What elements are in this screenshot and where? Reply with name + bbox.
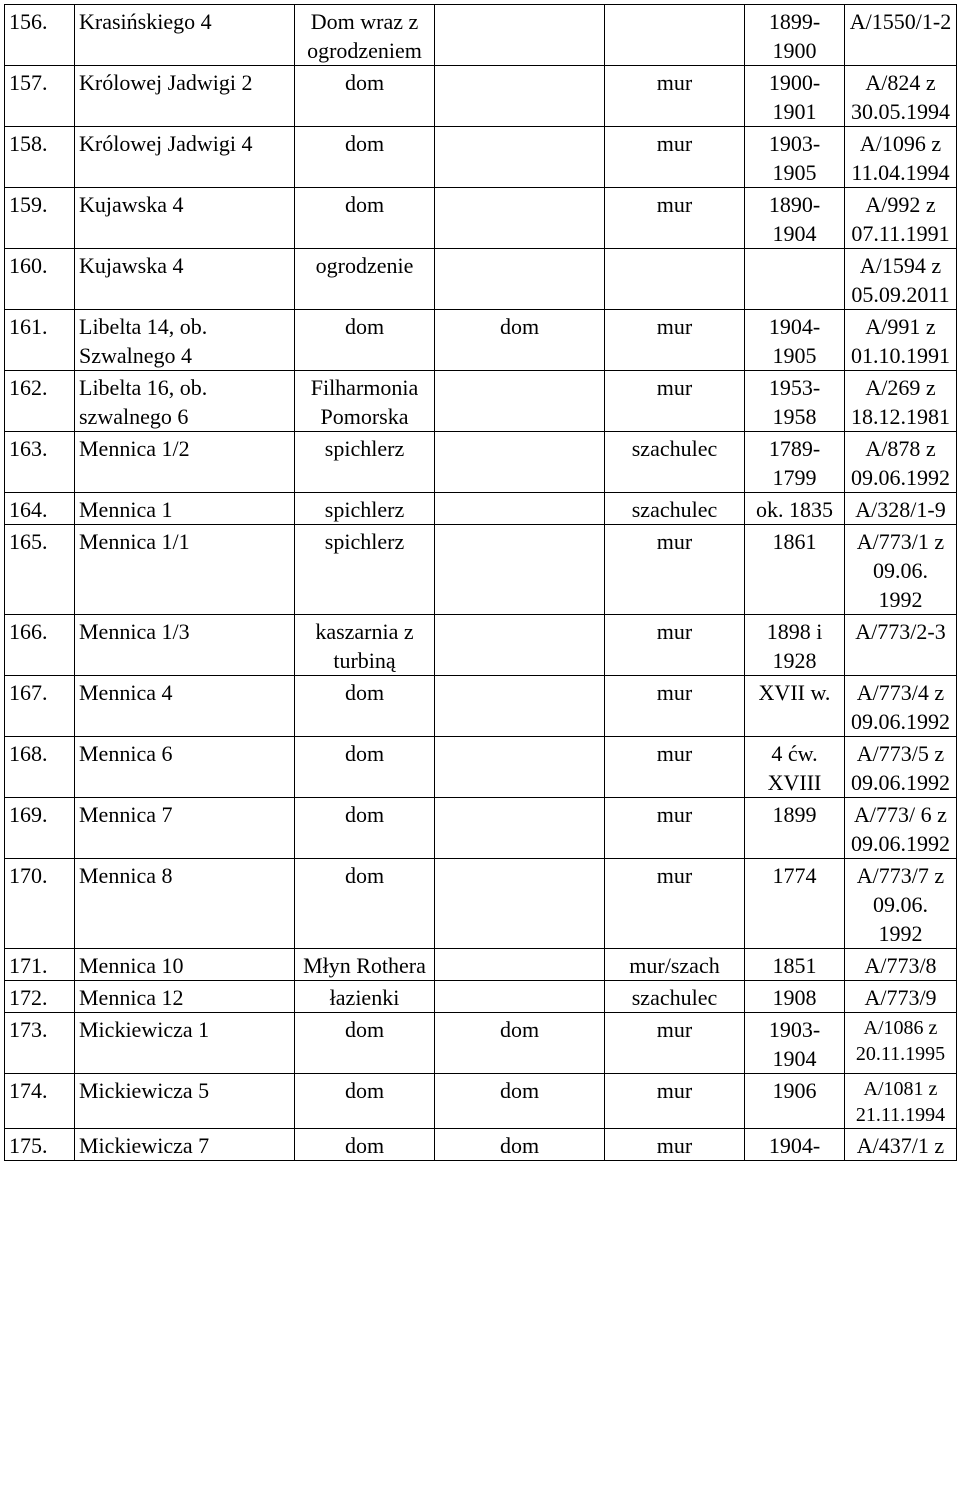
table-row <box>5 615 957 676</box>
date-cell: 1903-1904 <box>745 1013 845 1074</box>
table-row <box>5 127 957 188</box>
row-number: 164. <box>5 493 75 525</box>
register-number-cell: A/1594 z 05.09.2011 <box>845 249 957 310</box>
date-cell: 1789-1799 <box>745 432 845 493</box>
date-cell: 1774 <box>745 859 845 949</box>
date-cell: 1851 <box>745 949 845 981</box>
register-number-cell: A/437/1 z <box>845 1129 957 1161</box>
table-row <box>5 310 957 371</box>
register-number-cell: A/773/ 6 z 09.06.1992 <box>845 798 957 859</box>
register-number-cell: A/773/4 z 09.06.1992 <box>845 676 957 737</box>
function-cell: dom <box>435 1074 605 1129</box>
object-cell: spichlerz <box>295 432 435 493</box>
function-cell: dom <box>435 1129 605 1161</box>
function-cell: dom <box>435 310 605 371</box>
function-cell <box>435 371 605 432</box>
row-number: 163. <box>5 432 75 493</box>
object-cell: łazienki <box>295 981 435 1013</box>
material-cell: mur <box>605 188 745 249</box>
address-cell: Mickiewicza 1 <box>75 1013 295 1074</box>
object-cell: dom <box>295 859 435 949</box>
material-cell: mur <box>605 676 745 737</box>
register-number-cell: A/824 z 30.05.1994 <box>845 66 957 127</box>
function-cell <box>435 615 605 676</box>
register-number-cell: A/773/5 z 09.06.1992 <box>845 737 957 798</box>
address-cell: Mickiewicza 7 <box>75 1129 295 1161</box>
object-cell: dom <box>295 310 435 371</box>
register-number-cell: A/1550/1-2 <box>845 5 957 66</box>
function-cell <box>435 859 605 949</box>
material-cell <box>605 249 745 310</box>
material-cell: mur <box>605 1013 745 1074</box>
function-cell <box>435 493 605 525</box>
table-row <box>5 1013 957 1074</box>
table-row <box>5 188 957 249</box>
table-row <box>5 798 957 859</box>
table-row <box>5 493 957 525</box>
function-cell <box>435 249 605 310</box>
date-cell: 1908 <box>745 981 845 1013</box>
function-cell <box>435 5 605 66</box>
register-number-cell: A/992 z 07.11.1991 <box>845 188 957 249</box>
function-cell <box>435 127 605 188</box>
material-cell: mur <box>605 66 745 127</box>
date-cell: 4 ćw. XVIII <box>745 737 845 798</box>
object-cell: dom <box>295 1074 435 1129</box>
material-cell: mur <box>605 525 745 615</box>
function-cell <box>435 432 605 493</box>
function-cell: dom <box>435 1013 605 1074</box>
material-cell: szachulec <box>605 981 745 1013</box>
register-number-cell: A/773/9 <box>845 981 957 1013</box>
address-cell: Libelta 16, ob. szwalnego 6 <box>75 371 295 432</box>
row-number: 169. <box>5 798 75 859</box>
date-cell: 1899 <box>745 798 845 859</box>
function-cell <box>435 949 605 981</box>
material-cell <box>605 5 745 66</box>
address-cell: Mennica 7 <box>75 798 295 859</box>
address-cell: Mennica 1/2 <box>75 432 295 493</box>
date-cell: 1898 i 1928 <box>745 615 845 676</box>
address-cell: Mennica 1/3 <box>75 615 295 676</box>
function-cell <box>435 525 605 615</box>
material-cell: mur <box>605 1129 745 1161</box>
table-row <box>5 859 957 949</box>
table-row <box>5 66 957 127</box>
row-number: 172. <box>5 981 75 1013</box>
object-cell: dom <box>295 127 435 188</box>
date-cell: XVII w. <box>745 676 845 737</box>
table-row <box>5 5 957 66</box>
address-cell: Mennica 1/1 <box>75 525 295 615</box>
date-cell: 1906 <box>745 1074 845 1129</box>
material-cell: mur <box>605 371 745 432</box>
date-cell: 1904-1905 <box>745 310 845 371</box>
object-cell: spichlerz <box>295 525 435 615</box>
table-row <box>5 371 957 432</box>
material-cell: mur <box>605 615 745 676</box>
address-cell: Mennica 1 <box>75 493 295 525</box>
address-cell: Kujawska 4 <box>75 188 295 249</box>
material-cell: mur <box>605 127 745 188</box>
object-cell: Filharmonia Pomorska <box>295 371 435 432</box>
register-number-cell: A/1096 z 11.04.1994 <box>845 127 957 188</box>
row-number: 159. <box>5 188 75 249</box>
object-cell: dom <box>295 1129 435 1161</box>
register-number-cell: A/773/8 <box>845 949 957 981</box>
function-cell <box>435 737 605 798</box>
row-number: 161. <box>5 310 75 371</box>
table-row <box>5 737 957 798</box>
material-cell: mur <box>605 1074 745 1129</box>
material-cell: szachulec <box>605 493 745 525</box>
function-cell <box>435 981 605 1013</box>
object-cell: ogrodzenie <box>295 249 435 310</box>
table-row <box>5 1129 957 1161</box>
date-cell: 1899-1900 <box>745 5 845 66</box>
material-cell: mur <box>605 737 745 798</box>
object-cell: Młyn Rothera <box>295 949 435 981</box>
row-number: 168. <box>5 737 75 798</box>
register-number-cell: A/328/1-9 <box>845 493 957 525</box>
row-number: 167. <box>5 676 75 737</box>
object-cell: spichlerz <box>295 493 435 525</box>
register-rows <box>5 5 957 1161</box>
row-number: 175. <box>5 1129 75 1161</box>
date-cell: 1900-1901 <box>745 66 845 127</box>
object-cell: dom <box>295 798 435 859</box>
object-cell: dom <box>295 737 435 798</box>
date-cell: ok. 1835 <box>745 493 845 525</box>
address-cell: Królowej Jadwigi 2 <box>75 66 295 127</box>
table-row <box>5 525 957 615</box>
table-row <box>5 981 957 1013</box>
function-cell <box>435 188 605 249</box>
object-cell: dom <box>295 676 435 737</box>
address-cell: Kujawska 4 <box>75 249 295 310</box>
address-cell: Królowej Jadwigi 4 <box>75 127 295 188</box>
date-cell: 1903-1905 <box>745 127 845 188</box>
monument-register-table <box>4 4 957 1161</box>
object-cell: dom <box>295 66 435 127</box>
row-number: 171. <box>5 949 75 981</box>
table-row <box>5 949 957 981</box>
register-number-cell: A/878 z 09.06.1992 <box>845 432 957 493</box>
row-number: 158. <box>5 127 75 188</box>
row-number: 156. <box>5 5 75 66</box>
row-number: 160. <box>5 249 75 310</box>
object-cell: Dom wraz z ogrodzeniem <box>295 5 435 66</box>
function-cell <box>435 798 605 859</box>
row-number: 170. <box>5 859 75 949</box>
register-number-cell: A/991 z 01.10.1991 <box>845 310 957 371</box>
address-cell: Mennica 6 <box>75 737 295 798</box>
register-number-cell: A/269 z 18.12.1981 <box>845 371 957 432</box>
row-number: 165. <box>5 525 75 615</box>
material-cell: mur/szach <box>605 949 745 981</box>
table-row <box>5 249 957 310</box>
object-cell: dom <box>295 1013 435 1074</box>
address-cell: Krasińskiego 4 <box>75 5 295 66</box>
register-number-cell: A/1086 z 20.11.1995 <box>845 1013 957 1074</box>
function-cell <box>435 66 605 127</box>
register-number-cell: A/773/7 z 09.06. 1992 <box>845 859 957 949</box>
object-cell: dom <box>295 188 435 249</box>
table-row <box>5 432 957 493</box>
register-number-cell: A/773/2-3 <box>845 615 957 676</box>
row-number: 173. <box>5 1013 75 1074</box>
address-cell: Mickiewicza 5 <box>75 1074 295 1129</box>
material-cell: mur <box>605 859 745 949</box>
register-number-cell: A/1081 z 21.11.1994 <box>845 1074 957 1129</box>
row-number: 174. <box>5 1074 75 1129</box>
date-cell <box>745 249 845 310</box>
date-cell: 1953-1958 <box>745 371 845 432</box>
address-cell: Libelta 14, ob. Szwalnego 4 <box>75 310 295 371</box>
table-row <box>5 676 957 737</box>
table-row <box>5 1074 957 1129</box>
address-cell: Mennica 12 <box>75 981 295 1013</box>
date-cell: 1904- <box>745 1129 845 1161</box>
date-cell: 1890-1904 <box>745 188 845 249</box>
row-number: 166. <box>5 615 75 676</box>
material-cell: mur <box>605 798 745 859</box>
object-cell: kaszarnia z turbiną <box>295 615 435 676</box>
material-cell: szachulec <box>605 432 745 493</box>
material-cell: mur <box>605 310 745 371</box>
date-cell: 1861 <box>745 525 845 615</box>
row-number: 157. <box>5 66 75 127</box>
function-cell <box>435 676 605 737</box>
address-cell: Mennica 4 <box>75 676 295 737</box>
register-number-cell: A/773/1 z 09.06. 1992 <box>845 525 957 615</box>
address-cell: Mennica 8 <box>75 859 295 949</box>
address-cell: Mennica 10 <box>75 949 295 981</box>
row-number: 162. <box>5 371 75 432</box>
